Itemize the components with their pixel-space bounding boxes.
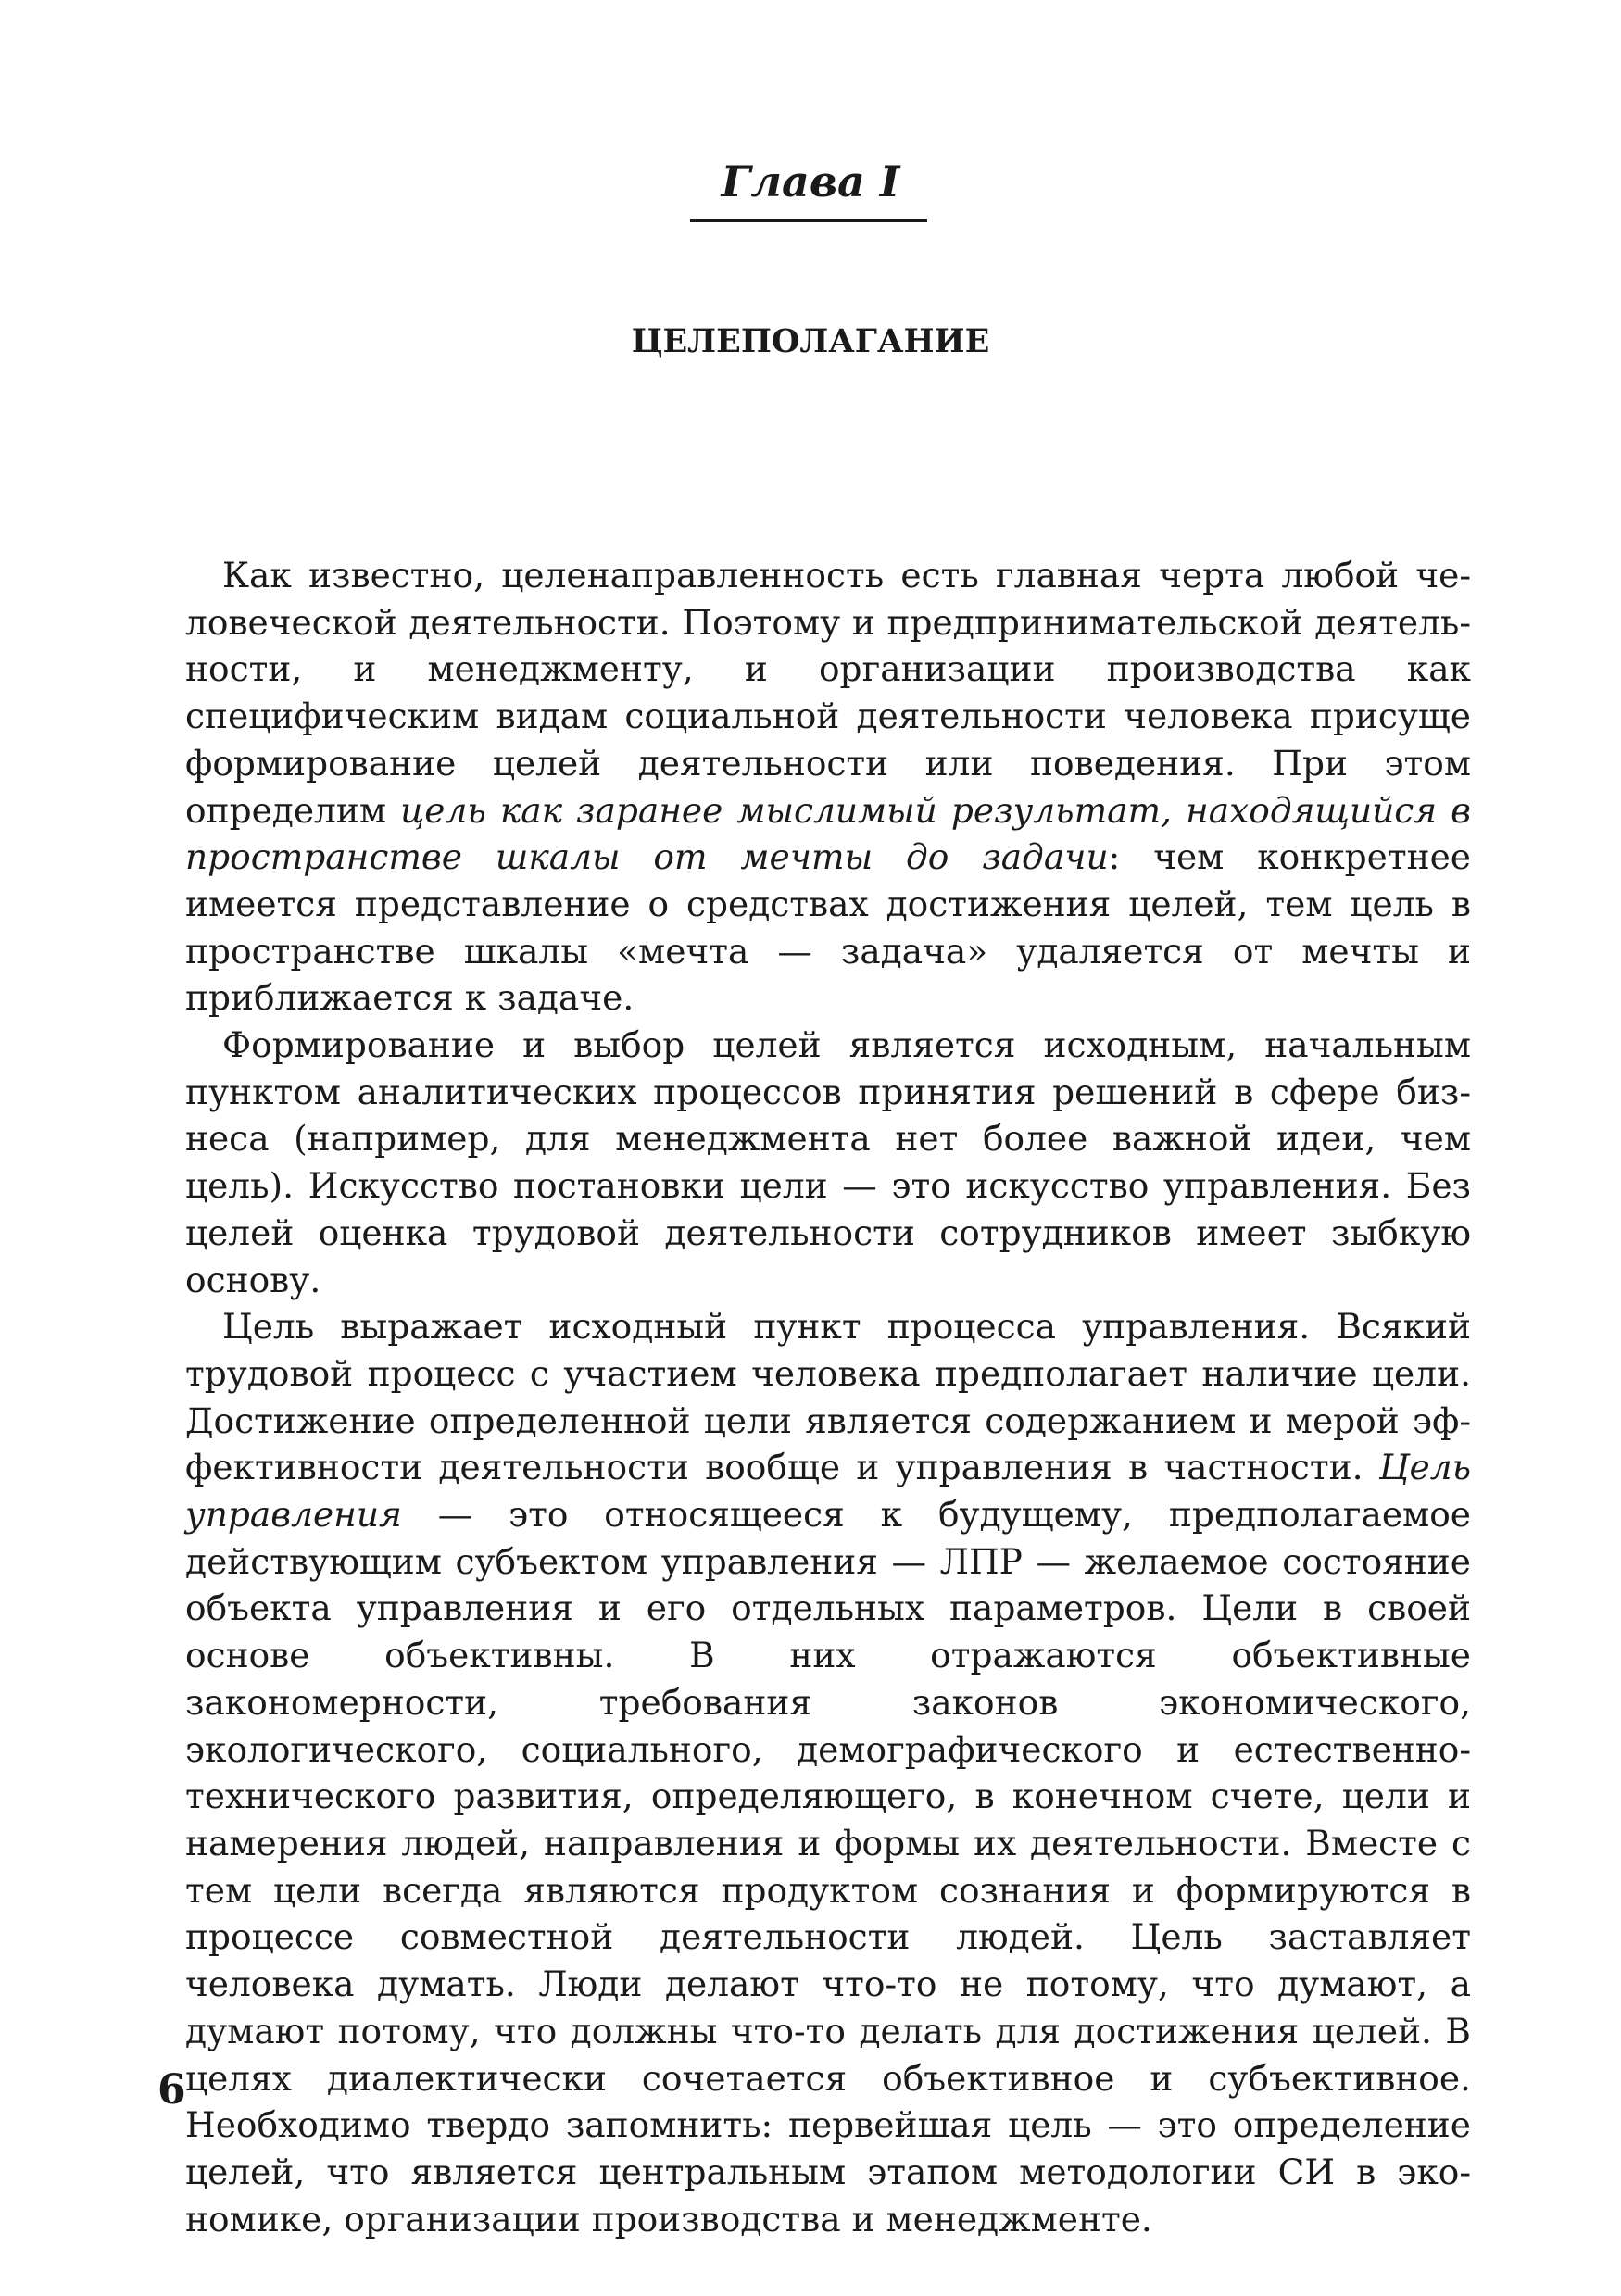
paragraph-3-run-1: Цель выражает исходный пункт процесса управления. Всякий трудовой процесс с участием человека предполагает наличие цели. Достижение определенной цели является содержанием и мерой эффективности деятельности вообще и управления в частности. [185,1306,1471,1488]
chapter-title: ЦЕЛЕПОЛАГАНИЕ [631,322,990,360]
paragraph-1 [185,552,1471,1022]
paragraph-1-run-3: : чем конкретнее имеется представление о средствах достижения целей, тем цель в пространстве шкалы «мечта — задача» удаляется от мечты и приближается к задаче. [185,836,1471,1019]
paragraph-1-run-1: Как известно, целенаправленность есть главная черта любой человеческой деятельности. Поэтому и предпринимательской деятельности, и менеджменту, и организации производства как специфическим видам социальной деятельности человека присуще формирование целей деятельности или поведения. При этом определим [185,555,1471,831]
paragraph-3 [185,1303,1471,2242]
chapter-label: Глава I [721,157,900,207]
management-goal-emphasis: Цель управления [185,1447,1471,1536]
chapter-rule [690,219,927,222]
page-number: 6 [157,2066,186,2114]
paragraph-2-run-1: Формирование и выбор целей является исходным, начальным пунктом аналитических процессов принятия решений в сфере бизнеса (например, для менеджмента нет более важной идеи, чем цель). Искусство постановки цели — это искусство управления. Без целей оценка трудовой деятельности сотрудников имеет зыбкую основу. [185,1024,1471,1300]
goal-definition-emphasis: цель как заранее мыслимый результат, находящийся в пространстве шкалы от мечты до задачи [185,789,1471,878]
paragraph-2 [185,1022,1471,1303]
body-text [185,552,1471,2242]
paragraph-3-run-3: — это относящееся к будущему, предполагаемое действующим субъектом управления — ЛПР — желаемое состояние объекта управления и его отдельных параметров. Цели в своей основе объективны. В них отражаются объективные закономерности, требования законов экономического, экологического, социального, демографического и естественно-технического развития, определяющего, в конечном счете, цели и намерения людей, направления и формы их деятельности. Вместе с тем цели всегда являются продуктом сознания и формируются в процессе совместной деятельности людей. Цель заставляет человека думать. Люди делают что-то не потому, что думают, а думают потому, что должны что-то делать для достижения целей. В целях диалектически сочетается объективное и субъективное. Необходимо твердо запомнить: первейшая цель — это определение целей, что является центральным этапом методологии СИ в экономике, организации производства и менеджменте. [185,1494,1471,2240]
